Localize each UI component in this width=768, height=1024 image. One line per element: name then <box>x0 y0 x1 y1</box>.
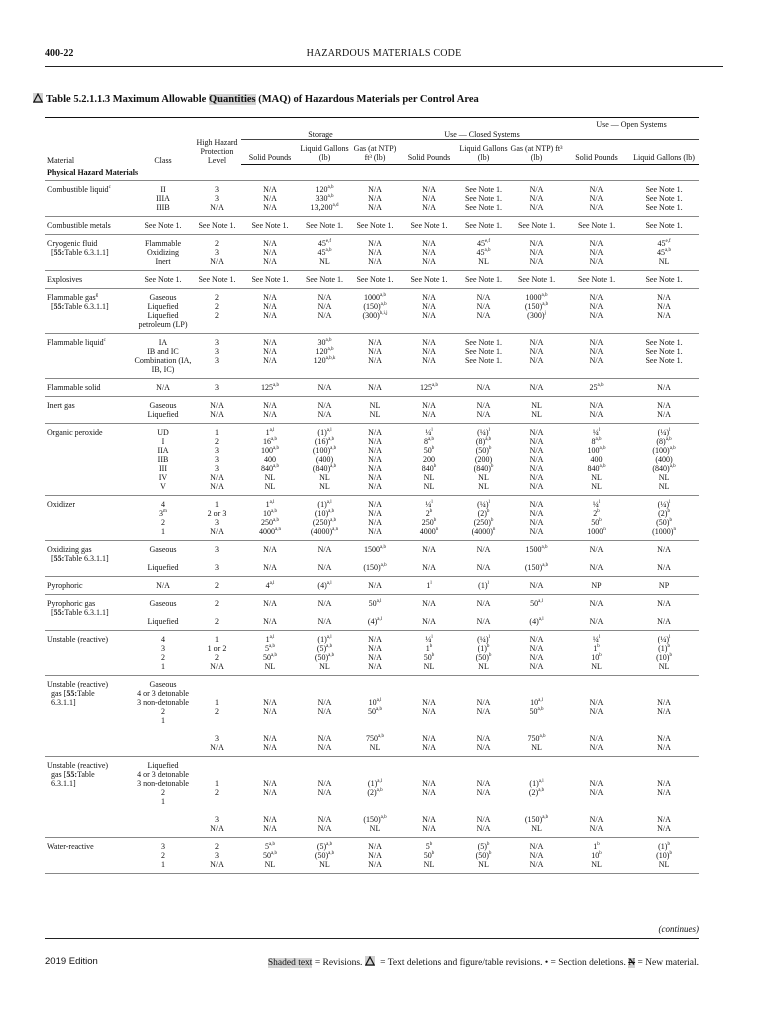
cell-closed-gas: $(1)^{a,l}$ $(2)^{a,b}$ $(150)^{a,b}$ NL <box>509 757 564 838</box>
table-row <box>45 235 699 271</box>
cell-storage-liquid: 30$^{a,b}$ 120$^{a,b}$ 120$^{a,b,k}$ <box>299 334 350 379</box>
cell-storage-gas: 1500$^{a,b}$ $(150)^{a,b}$ <box>350 541 400 577</box>
col-header-class: Class <box>154 155 172 165</box>
cell-closed-gas: N/A <box>509 577 564 595</box>
cell-storage-solid: 1$^{a,l}$ 10$^{a,b}$ 250$^{a,b}$ 4000$^{a,n}$ <box>241 496 299 541</box>
table-title-suffix: (MAQ) of Hazardous Materials per Control Area <box>255 94 479 105</box>
cell-closed-gas: 1000$^{a,b}$ $(150)^{a,b}$ $(300)^j$ <box>509 289 564 334</box>
cell-closed-solid: ¼$^l$ 8$^{a,b}$ 50$^b$ 200 840$^b$ NL NL <box>400 424 458 496</box>
cell-storage-gas: N/A N/A N/A N/A <box>350 496 400 541</box>
cell-open-liquid: N/A N/A N/A N/A <box>629 676 699 757</box>
cell-storage-liquid: N/A N/A <box>299 595 350 631</box>
running-title: HAZARDOUS MATERIALS CODE <box>306 48 462 59</box>
cell-storage-gas: 10$^{a,l}$ 50$^{a,b}$ 750$^{a,b}$ NL <box>350 676 400 757</box>
table-row <box>45 757 699 838</box>
cell-material: Water-reactive <box>45 838 133 874</box>
cell-material: Combustible metals <box>45 217 133 235</box>
table-row <box>45 397 699 424</box>
col-header-closed-solid: Solid Pounds <box>400 140 458 165</box>
cell-open-solid: N/A N/A N/A N/A <box>564 676 629 757</box>
cell-class: See Note 1. <box>133 217 193 235</box>
cell-storage-liquid: N/A N/A <box>299 397 350 424</box>
cell-closed-solid: N/A N/A <box>400 397 458 424</box>
cell-storage-solid: 1$^{a,l}$ 16$^{a,b}$ 100$^{a,b}$ 400 840$^{a,b}$ NL NL <box>241 424 299 496</box>
cell-storage-solid: See Note 1. <box>241 271 299 289</box>
cell-hhpl: 2 3 N/A <box>193 235 241 271</box>
cell-class: Gaseous 4 or 3 detonable 3 non-detonable 2 1 <box>133 676 193 757</box>
legend-new-material: = New material. <box>635 958 699 968</box>
cell-open-liquid: (¼)$^l$ $(8)^{a,b}$ $(100)^{a,b}$ (400) $(840)^{a,b}$ NL NL <box>629 424 699 496</box>
maq-table-body <box>45 165 699 874</box>
cell-storage-liquid: N/A N/A N/A N/A <box>299 676 350 757</box>
cell-storage-gas: 1000$^{a,b}$ $(150)^{a,b}$ $(300)^{h,i,j}$ <box>350 289 400 334</box>
cell-closed-solid: ¼$^l$ 2$^b$ 250$^b$ 4000$^n$ <box>400 496 458 541</box>
cell-storage-solid: 1$^{a,l}$ 5$^{a,b}$ 50$^{a,b}$ NL <box>241 631 299 676</box>
cell-closed-solid: N/A N/A N/A <box>400 289 458 334</box>
cell-closed-liquid: (¼)$^l$ $(1)^b$ $(50)^b$ NL <box>458 631 509 676</box>
cell-storage-gas: N/A N/A N/A <box>350 235 400 271</box>
col-header-closed-gas: Gas (at NTP) ft³ (lb) <box>509 140 564 165</box>
cell-open-solid: N/A N/A <box>564 541 629 577</box>
cell-open-liquid: N/A N/A N/A <box>629 289 699 334</box>
table-title <box>33 93 479 105</box>
cell-hhpl: 1 2 or 3 3 N/A <box>193 496 241 541</box>
cell-closed-solid: See Note 1. <box>400 271 458 289</box>
cell-class: IA IB and IC Combination (IA, IB, IC) <box>133 334 193 379</box>
cell-class: Flammable Oxidizing Inert <box>133 235 193 271</box>
cell-closed-liquid: (¼)$^l$ $(2)^b$ $(250)^b$ $(4000)^n$ <box>458 496 509 541</box>
cell-open-solid: N/A N/A <box>564 397 629 424</box>
cell-open-solid: ¼$^l$ 1$^b$ 10$^b$ NL <box>564 631 629 676</box>
cell-closed-solid: N/A N/A N/A <box>400 235 458 271</box>
cell-closed-liquid: $(5)^b$ $(50)^b$ NL <box>458 838 509 874</box>
cell-open-solid: NP <box>564 577 629 595</box>
cell-class: UD I IIA IIB III IV V <box>133 424 193 496</box>
cell-storage-liquid: 120$^{a,b}$ 330$^{a,b}$ 13,200$^{a,d}$ <box>299 181 350 217</box>
cell-storage-liquid: See Note 1. <box>299 217 350 235</box>
cell-storage-gas: $(1)^{a,l}$ $(2)^{a,b}$ $(150)^{a,b}$ NL <box>350 757 400 838</box>
cell-material: Flammable solid <box>45 379 133 397</box>
col-header-storage-liquid: Liquid Gallons (lb) <box>299 140 350 165</box>
col-header-storage-gas: Gas (at NTP) ft³ (lb) <box>350 140 400 165</box>
cell-closed-solid: N/A N/A N/A N/A <box>400 757 458 838</box>
cell-open-solid: N/A N/A N/A <box>564 334 629 379</box>
cell-closed-solid: 1$^l$ <box>400 577 458 595</box>
cell-material: Organic peroxide <box>45 424 133 496</box>
cell-class: N/A <box>133 577 193 595</box>
cell-hhpl: See Note 1. <box>193 217 241 235</box>
cell-open-solid: See Note 1. <box>564 217 629 235</box>
cell-open-liquid: NP <box>629 577 699 595</box>
page-footer <box>45 956 699 970</box>
cell-storage-liquid: N/A N/A N/A <box>299 289 350 334</box>
cell-closed-solid: 125$^{a,b}$ <box>400 379 458 397</box>
continues-note: (continues) <box>658 924 699 934</box>
cell-storage-gas: See Note 1. <box>350 271 400 289</box>
cell-class: See Note 1. <box>133 271 193 289</box>
cell-storage-solid: N/A N/A <box>241 595 299 631</box>
col-header-material: Material <box>47 155 75 165</box>
cell-open-liquid: $(1)^b$ $(10)^b$ NL <box>629 838 699 874</box>
edition-label: 2019 Edition <box>45 956 98 967</box>
cell-closed-liquid: N/A N/A N/A <box>458 289 509 334</box>
cell-storage-liquid: 45$^{e,f}$ 45$^{a,b}$ NL <box>299 235 350 271</box>
cell-class: Gaseous Liquefied <box>133 541 193 577</box>
group-header-use-closed: Use — Closed Systems <box>400 118 564 140</box>
table-row <box>45 577 699 595</box>
cell-open-solid: ¼$^l$ 8$^{a,b}$ 100$^{a,b}$ 400 840$^{a,b}$ NL NL <box>564 424 629 496</box>
delta-icon <box>365 956 375 966</box>
table-row <box>45 595 699 631</box>
cell-open-liquid: See Note 1. <box>629 271 699 289</box>
cell-closed-liquid: See Note 1. <box>458 271 509 289</box>
cell-closed-solid: See Note 1. <box>400 217 458 235</box>
cell-hhpl: 2 2 <box>193 595 241 631</box>
cell-storage-solid: N/A N/A <box>241 541 299 577</box>
cell-closed-gas: See Note 1. <box>509 271 564 289</box>
cell-material: Oxidizing gas [55:Table 6.3.1.1] <box>45 541 133 577</box>
cell-hhpl: 3 <box>193 379 241 397</box>
cell-closed-liquid: N/A N/A N/A N/A <box>458 757 509 838</box>
cell-storage-gas: N/A N/A N/A <box>350 334 400 379</box>
table-row <box>45 334 699 379</box>
revision-legend <box>268 956 699 968</box>
cell-class: 4 3$^m$ 2 1 <box>133 496 193 541</box>
col-header-open-liquid: Liquid Gallons (lb) <box>629 140 699 165</box>
group-header-use-open: Use — Open Systems <box>564 118 699 140</box>
cell-storage-solid: 125$^{a,b}$ <box>241 379 299 397</box>
cell-class: Gaseous Liquefied <box>133 397 193 424</box>
table-row <box>45 631 699 676</box>
cell-open-liquid: (¼)$^l$ $(2)^b$ $(50)^b$ $(1000)^n$ <box>629 496 699 541</box>
cell-storage-solid: N/A N/A N/A <box>241 289 299 334</box>
cell-closed-gas: N/A N/A N/A <box>509 235 564 271</box>
cell-storage-gas: N/A <box>350 577 400 595</box>
cell-class: N/A <box>133 379 193 397</box>
cell-closed-liquid: See Note 1. See Note 1. See Note 1. <box>458 181 509 217</box>
cell-material: Unstable (reactive) gas [55:Table 6.3.1.1] <box>45 757 133 838</box>
cell-hhpl: 2 <box>193 577 241 595</box>
table-row <box>45 181 699 217</box>
cell-hhpl: 3 3 N/A <box>193 181 241 217</box>
cell-hhpl: N/A N/A <box>193 397 241 424</box>
cell-closed-gas: N/A N/A N/A N/A <box>509 631 564 676</box>
cell-material: Oxidizer <box>45 496 133 541</box>
cell-closed-liquid: N/A N/A <box>458 595 509 631</box>
cell-open-solid: See Note 1. <box>564 271 629 289</box>
cell-hhpl: 2 2 2 <box>193 289 241 334</box>
cell-open-solid: 25$^{a,b}$ <box>564 379 629 397</box>
cell-closed-gas: N/A N/A N/A <box>509 838 564 874</box>
table-row <box>45 496 699 541</box>
cell-storage-liquid: N/A N/A <box>299 541 350 577</box>
cell-closed-gas: 10$^{a,l}$ 50$^{a,b}$ 750$^{a,b}$ NL <box>509 676 564 757</box>
table-row <box>45 424 699 496</box>
cell-storage-solid: N/A N/A N/A <box>241 334 299 379</box>
cell-hhpl: 3 3 3 <box>193 334 241 379</box>
cell-storage-solid: See Note 1. <box>241 217 299 235</box>
cell-open-liquid: 45$^{e,f}$ 45$^{a,b}$ NL <box>629 235 699 271</box>
cell-storage-solid: N/A N/A N/A N/A <box>241 757 299 838</box>
cell-storage-gas: N/A N/A N/A <box>350 181 400 217</box>
table-row <box>45 289 699 334</box>
cell-open-solid: N/A N/A N/A <box>564 235 629 271</box>
cell-open-solid: N/A N/A N/A <box>564 289 629 334</box>
cell-closed-liquid: See Note 1. <box>458 217 509 235</box>
col-header-hhpl: High Hazard Protection Level <box>196 137 238 165</box>
cell-open-liquid: (¼)$^l$ $(1)^b$ $(10)^b$ NL <box>629 631 699 676</box>
cell-closed-liquid: N/A N/A N/A N/A <box>458 676 509 757</box>
cell-hhpl: 1 2 3 N/A <box>193 676 241 757</box>
cell-class: Liquefied 4 or 3 detonable 3 non-detonable 2 1 <box>133 757 193 838</box>
cell-closed-liquid: (¼)$^l$ $(8)^{a,b}$ $(50)^b$ (200) $(840)^b$ NL NL <box>458 424 509 496</box>
cell-open-solid: N/A N/A N/A N/A <box>564 757 629 838</box>
cell-open-solid: N/A N/A N/A <box>564 181 629 217</box>
cell-open-liquid: N/A N/A <box>629 541 699 577</box>
cell-closed-liquid: N/A N/A <box>458 397 509 424</box>
legend-section-deletions: • = Section deletions. <box>544 958 629 968</box>
cell-open-solid: ¼$^l$ 2$^b$ 50$^b$ 1000$^n$ <box>564 496 629 541</box>
col-header-open-solid: Solid Pounds <box>564 140 629 165</box>
cell-storage-gas: N/A N/A N/A <box>350 838 400 874</box>
cell-storage-liquid: $(4)^{a,l}$ <box>299 577 350 595</box>
cell-closed-gas: 50$^{a,l}$ $(4)^{a,l}$ <box>509 595 564 631</box>
cell-open-liquid: N/A N/A <box>629 595 699 631</box>
cell-storage-solid: N/A N/A <box>241 397 299 424</box>
cell-class: 3 2 1 <box>133 838 193 874</box>
cell-storage-liquid: $(1)^{a,l}$ $(16)^{a,b}$ $(100)^{a,b}$ (400) $(840)^{a,b}$ NL NL <box>299 424 350 496</box>
table-row <box>45 271 699 289</box>
cell-material: Unstable (reactive) <box>45 631 133 676</box>
cell-material: Inert gas <box>45 397 133 424</box>
cell-closed-liquid: N/A N/A <box>458 541 509 577</box>
cell-open-liquid: See Note 1. See Note 1. See Note 1. <box>629 334 699 379</box>
cell-material: Combustible liquid$^c$ <box>45 181 133 217</box>
cell-open-liquid: See Note 1. See Note 1. See Note 1. <box>629 181 699 217</box>
cell-hhpl: 1 1 or 2 2 N/A <box>193 631 241 676</box>
footer-rule <box>45 938 699 939</box>
cell-closed-solid: N/A N/A N/A N/A <box>400 676 458 757</box>
cell-material: Flammable gas$^g$ [55:Table 6.3.1.1] <box>45 289 133 334</box>
cell-hhpl: 3 3 <box>193 541 241 577</box>
cell-material: Flammable liquid$^c$ <box>45 334 133 379</box>
cell-material: Unstable (reactive) gas [55:Table 6.3.1.1] <box>45 676 133 757</box>
cell-storage-solid: N/A N/A N/A N/A <box>241 676 299 757</box>
maq-table <box>45 117 699 874</box>
table-row <box>45 217 699 235</box>
cell-open-liquid: N/A N/A N/A N/A <box>629 757 699 838</box>
cell-storage-solid: N/A N/A N/A <box>241 235 299 271</box>
new-material-icon: N <box>628 958 636 968</box>
cell-closed-liquid: $(1)^l$ <box>458 577 509 595</box>
cell-closed-solid: N/A N/A N/A <box>400 181 458 217</box>
cell-open-solid: N/A N/A <box>564 595 629 631</box>
cell-storage-gas: N/A <box>350 379 400 397</box>
page-header <box>45 48 723 62</box>
cell-open-solid: 1$^b$ 10$^b$ NL <box>564 838 629 874</box>
cell-storage-gas: N/A N/A N/A N/A N/A N/A N/A <box>350 424 400 496</box>
cell-storage-solid: N/A N/A N/A <box>241 181 299 217</box>
cell-hhpl: 1 2 3 3 3 N/A N/A <box>193 424 241 496</box>
cell-closed-solid: 5$^b$ 50$^b$ NL <box>400 838 458 874</box>
cell-class: II IIIA IIIB <box>133 181 193 217</box>
cell-storage-liquid: $(1)^{a,l}$ $(10)^{a,b}$ $(250)^{a,b}$ $(4000)^{a,n}$ <box>299 496 350 541</box>
cell-closed-solid: N/A N/A <box>400 595 458 631</box>
cell-closed-gas: N/A N/A N/A <box>509 334 564 379</box>
cell-storage-gas: NL NL <box>350 397 400 424</box>
cell-material: Pyrophoric <box>45 577 133 595</box>
cell-closed-solid: ¼$^l$ 1$^b$ 50$^b$ NL <box>400 631 458 676</box>
cell-hhpl: See Note 1. <box>193 271 241 289</box>
cell-open-liquid: N/A N/A <box>629 397 699 424</box>
legend-shaded-text: Shaded text <box>267 958 313 968</box>
cell-hhpl: 1 2 3 N/A <box>193 757 241 838</box>
cell-closed-liquid: N/A <box>458 379 509 397</box>
table-title-prefix: Table 5.2.1.1.3 Maximum Allowable <box>46 94 209 105</box>
cell-closed-gas: 1500$^{a,b}$ $(150)^{a,b}$ <box>509 541 564 577</box>
cell-material: Pyrophoric gas [55:Table 6.3.1.1] <box>45 595 133 631</box>
cell-class: Gaseous Liquefied Liquefied petroleum (LP) <box>133 289 193 334</box>
cell-closed-solid: N/A N/A <box>400 541 458 577</box>
table-title-highlight: Quantities <box>208 94 256 105</box>
cell-storage-liquid: N/A <box>299 379 350 397</box>
group-header-storage: Storage <box>241 118 400 140</box>
col-header-storage-solid: Solid Pounds <box>241 140 299 165</box>
cell-class: 4 3 2 1 <box>133 631 193 676</box>
cell-closed-solid: N/A N/A N/A <box>400 334 458 379</box>
cell-closed-liquid: 45$^{e,f}$ 45$^{a,b}$ NL <box>458 235 509 271</box>
cell-storage-gas: 50$^{a,l}$ $(4)^{a,l}$ <box>350 595 400 631</box>
table-row <box>45 838 699 874</box>
cell-storage-liquid: $(5)^{a,b}$ $(50)^{a,b}$ NL <box>299 838 350 874</box>
cell-class: Gaseous Liquefied <box>133 595 193 631</box>
section-heading: Physical Hazard Materials <box>45 165 699 181</box>
cell-storage-solid: 4$^{a,l}$ <box>241 577 299 595</box>
page-number: 400-22 <box>45 48 74 59</box>
cell-storage-gas: See Note 1. <box>350 217 400 235</box>
cell-storage-liquid: N/A N/A N/A N/A <box>299 757 350 838</box>
cell-closed-gas: N/A N/A N/A N/A N/A N/A N/A <box>509 424 564 496</box>
section-row <box>45 165 699 181</box>
cell-storage-liquid: $(1)^{a,l}$ $(5)^{a,b}$ $(50)^{a,b}$ NL <box>299 631 350 676</box>
header-rule <box>45 66 723 67</box>
col-header-closed-liquid: Liquid Gallons (lb) <box>458 140 509 165</box>
table-row <box>45 541 699 577</box>
cell-closed-gas: N/A N/A N/A <box>509 181 564 217</box>
cell-closed-gas: N/A <box>509 379 564 397</box>
cell-storage-gas: N/A N/A N/A N/A <box>350 631 400 676</box>
legend-deletions: = Text deletions and figure/table revisions. <box>377 958 545 968</box>
cell-storage-solid: 5$^{a,b}$ 50$^{a,b}$ NL <box>241 838 299 874</box>
cell-open-liquid: N/A <box>629 379 699 397</box>
table-row <box>45 379 699 397</box>
delta-icon <box>33 93 43 103</box>
cell-storage-liquid: See Note 1. <box>299 271 350 289</box>
cell-closed-gas: See Note 1. <box>509 217 564 235</box>
cell-material: Cryogenic fluid [55:Table 6.3.1.1] <box>45 235 133 271</box>
cell-hhpl: 2 3 N/A <box>193 838 241 874</box>
cell-closed-gas: NL NL <box>509 397 564 424</box>
cell-open-liquid: See Note 1. <box>629 217 699 235</box>
cell-closed-gas: N/A N/A N/A N/A <box>509 496 564 541</box>
cell-closed-liquid: See Note 1. See Note 1. See Note 1. <box>458 334 509 379</box>
table-row <box>45 676 699 757</box>
legend-revisions: = Revisions. <box>312 958 365 968</box>
cell-material: Explosives <box>45 271 133 289</box>
